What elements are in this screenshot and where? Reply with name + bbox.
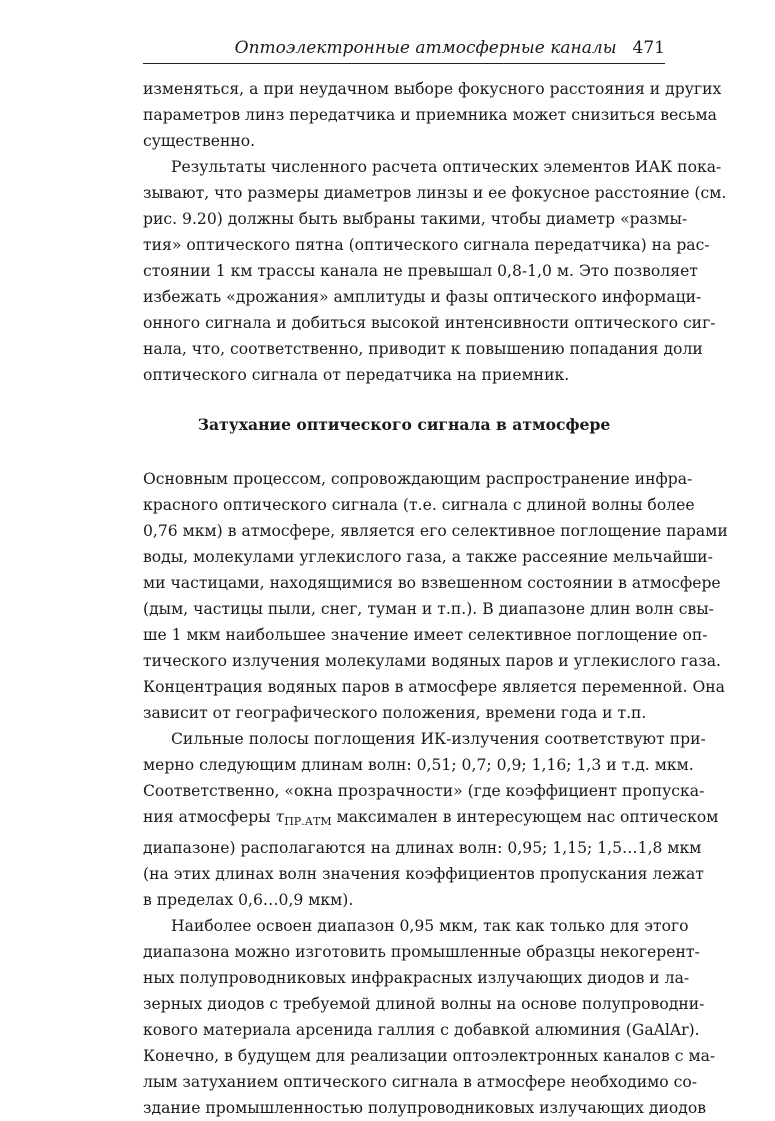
text-line: диапазоне) располагаются на длинах волн: 0,95; 1,15; 1,5…1,8 мкм [143,839,702,857]
text-fragment: максимален в интересующем нас оптическом [331,808,719,826]
text-line: (на этих длинах волн значения коэффициентов пропускания лежат [143,865,704,883]
paragraph [143,726,719,913]
subscript: ПР.АТМ [284,815,332,828]
text-line: оптического сигнала от передатчика на приемник. [143,366,570,384]
text-line: ше 1 мкм наибольшее значение имеет селективное поглощение оп- [143,626,708,644]
text-fragment: ния атмосферы [143,808,276,826]
paragraph [143,913,716,1121]
text-line: 0,76 мкм) в атмосфере, является его селективное поглощение парами [143,522,728,540]
text-line: Основным процессом, сопровождающим распространение инфра- [143,470,693,488]
paragraph [143,154,727,388]
formula-line [143,804,719,835]
text-line: нала, что, соответственно, приводит к повышению попадания доли [143,340,703,358]
body-text [143,76,728,1121]
text-line: избежать «дрожания» амплитуды и фазы оптического информаци- [143,288,702,306]
text-line: красного оптического сигнала (т.е. сигнала с длиной волны более [143,496,695,514]
tau-symbol: τ [275,808,285,826]
paragraph [143,466,728,726]
text-line: диапазона можно изготовить промышленные образцы некогерент- [143,943,700,961]
text-line: Наиболее освоен диапазон 0,95 мкм, так как только для этого [171,917,689,935]
text-line: Конечно, в будущем для реализации оптоэлектронных каналов с ма- [143,1047,716,1065]
text-line: Соответственно, «окна прозрачности» (где коэффициент пропуска- [143,782,705,800]
text-line: мерно следующим длинам волн: 0,51; 0,7; 0,9; 1,16; 1,3 и т.д. мкм. [143,756,694,774]
text-line: Сильные полосы поглощения ИК-излучения соответствуют при- [171,730,706,748]
running-title: Оптоэлектронные атмосферные каналы [234,38,617,58]
text-line: онного сигнала и добиться высокой интенсивности оптического сиг- [143,314,716,332]
text-line: зависит от географического положения, времени года и т.п. [143,704,647,722]
text-line: лым затуханием оптического сигнала в атмосфере необходимо со- [143,1073,698,1091]
text-line: рис. 9.20) должны быть выбраны такими, чтобы диаметр «размы- [143,210,688,228]
text-line: кового материала арсенида галлия с добавкой алюминия (GaAlAr). [143,1021,700,1039]
text-line: зывают, что размеры диаметров линзы и ее фокусное расстояние (см. [143,184,727,202]
text-line: тия» оптического пятна (оптического сигнала передатчика) на рас- [143,236,710,254]
text-line: воды, молекулами углекислого газа, а также рассеяние мельчайши- [143,548,713,566]
text-line: здание промышленностью полупроводниковых излучающих диодов [143,1099,707,1117]
text-line: параметров линз передатчика и приемника может снизиться весьма [143,106,717,124]
text-line: зерных диодов с требуемой длиной волны на основе полупроводни- [143,995,705,1013]
text-line: изменяться, а при неудачном выборе фокусного расстояния и других [143,80,722,98]
text-line: Результаты численного расчета оптических элементов ИАК пока- [171,158,722,176]
text-line: ми частицами, находящимися во взвешенном состоянии в атмосфере [143,574,721,592]
text-line: стоянии 1 км трассы канала не превышал 0,8-1,0 м. Это позволяет [143,262,698,280]
text-line: существенно. [143,132,256,150]
paragraph [143,76,722,154]
section-heading: Затухание оптического сигнала в атмосфере [197,415,611,434]
book-page [143,36,728,1121]
text-line: Концентрация водяных паров в атмосфере является переменной. Она [143,678,725,696]
running-header [143,36,665,64]
text-line: (дым, частицы пыли, снег, туман и т.п.). В диапазоне длин волн свы- [143,600,714,618]
text-line: тического излучения молекулами водяных паров и углекислого газа. [143,652,721,670]
text-line: ных полупроводниковых инфракрасных излучающих диодов и ла- [143,969,690,987]
page-number: 471 [632,38,665,58]
text-line: в пределах 0,6…0,9 мкм). [143,891,354,909]
